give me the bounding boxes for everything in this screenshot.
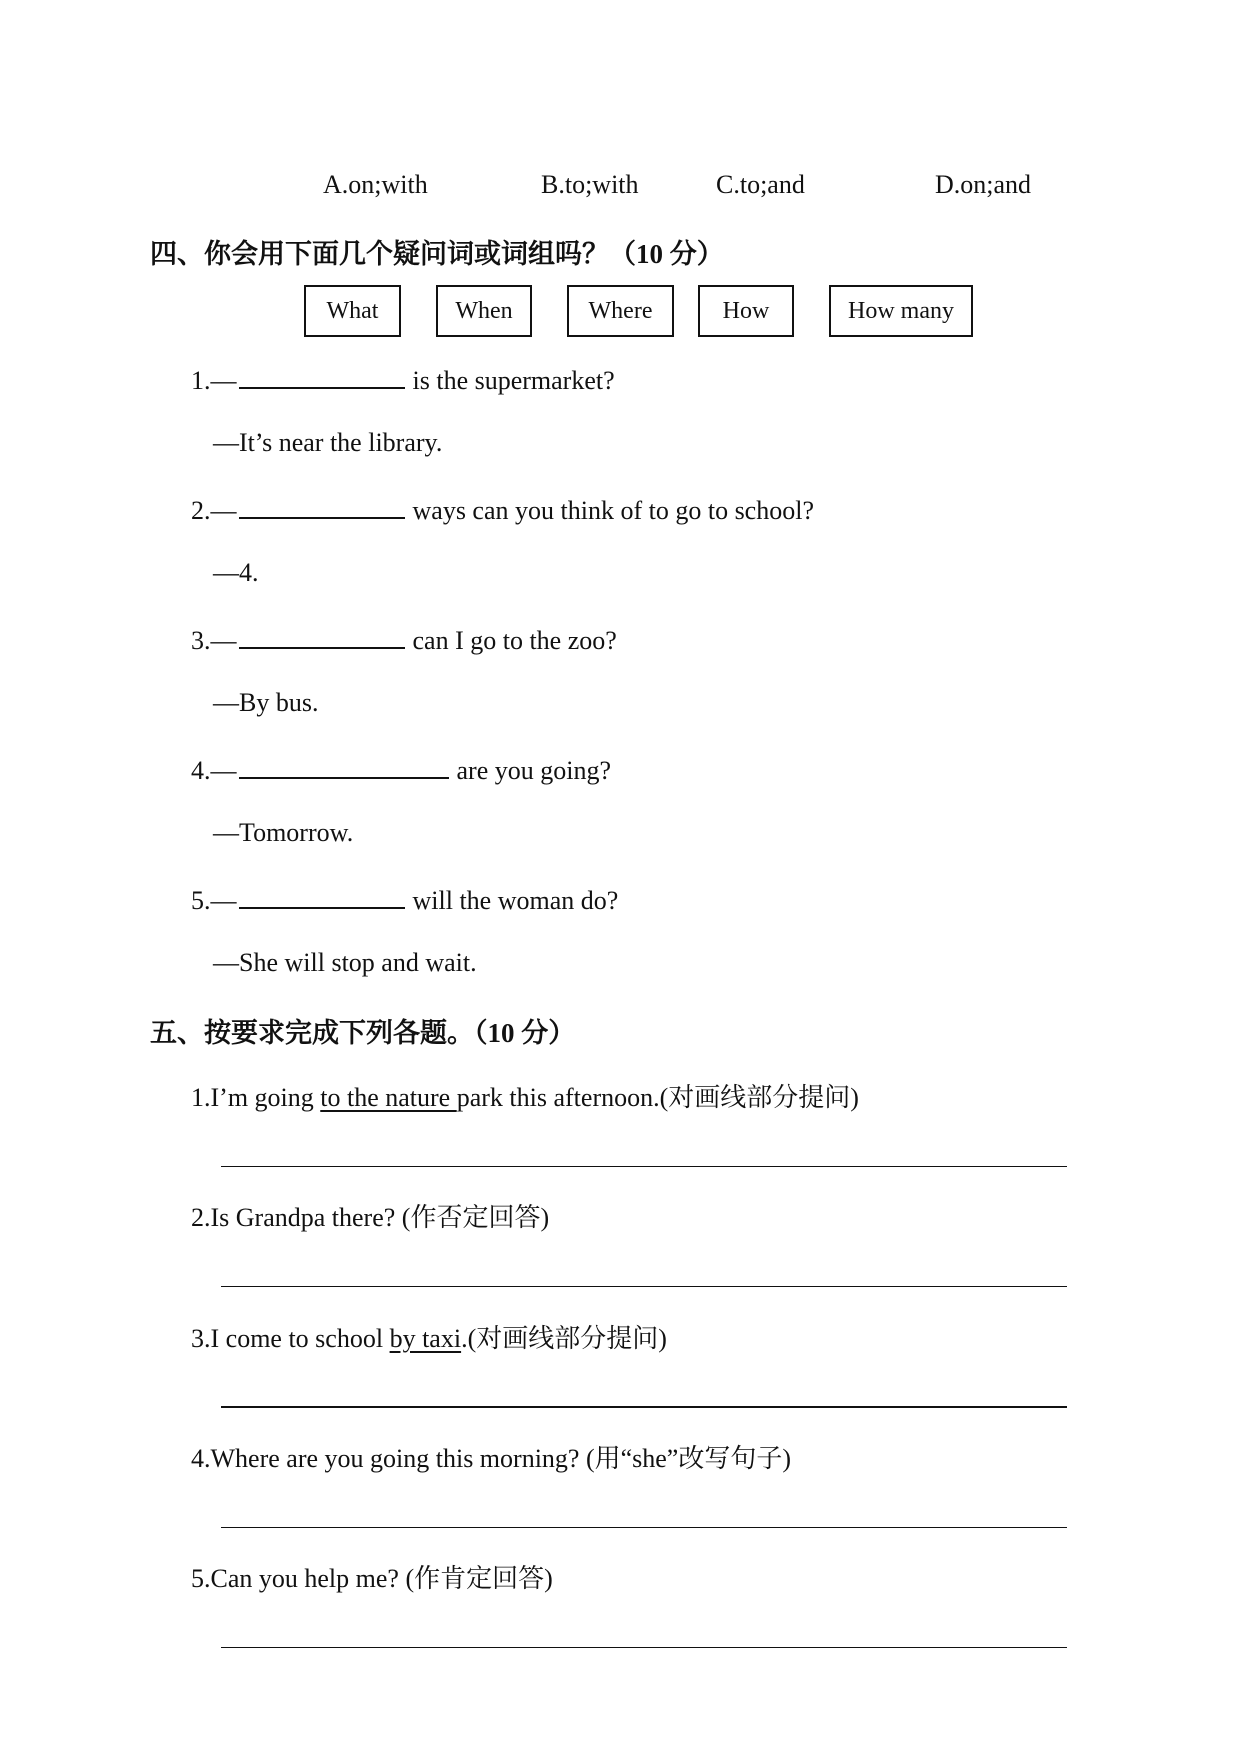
word-box-how-many: How many — [829, 285, 973, 337]
s5-item-text: 5.Can you help me? (作肯定回答) — [191, 1564, 553, 1593]
s5-item-4 — [191, 1438, 791, 1475]
s4-question-text: are you going? — [456, 756, 612, 785]
word-box-what: What — [304, 285, 401, 337]
word-box-how: How — [698, 285, 794, 337]
s5-item-5 — [191, 1558, 553, 1595]
s4-question-number: 5.— — [191, 886, 237, 915]
s4-answer-3: —By bus. — [213, 688, 319, 717]
answer-blank[interactable] — [239, 753, 449, 779]
answer-blank[interactable] — [239, 493, 405, 519]
option-d: D.on;and — [935, 170, 1032, 199]
option-b: B.to;with — [541, 170, 639, 199]
s5-answer-line-3[interactable] — [221, 1406, 1067, 1408]
option-c: C.to;and — [716, 170, 805, 199]
s5-item-underlined: to the nature — [320, 1083, 457, 1112]
section4-heading: 四、你会用下面几个疑问词或词组吗？（10 分） — [150, 239, 724, 269]
s5-item-text: 4.Where are you going this morning? (用“she”改写句子) — [191, 1444, 792, 1473]
section5-heading: 五、按要求完成下列各题。（10 分） — [150, 1018, 576, 1048]
s5-item-2 — [191, 1197, 549, 1234]
s4-question-number: 3.— — [191, 626, 237, 655]
s5-item-text-after: .(对画线部分提问) — [461, 1324, 667, 1353]
s5-item-1 — [191, 1077, 859, 1114]
s5-item-text: 2.Is Grandpa there? (作否定回答) — [191, 1203, 550, 1232]
word-box-where: Where — [567, 285, 674, 337]
s4-question-1 — [191, 363, 615, 396]
word-box-when: When — [436, 285, 532, 337]
answer-blank[interactable] — [239, 623, 405, 649]
s4-question-text: ways can you think of to go to school? — [412, 496, 814, 525]
s5-item-text: 1.I’m going — [191, 1083, 321, 1112]
s4-question-5 — [191, 883, 618, 916]
s4-question-number: 4.— — [191, 756, 237, 785]
s5-answer-line-4[interactable] — [221, 1527, 1067, 1528]
option-a: A.on;with — [323, 170, 428, 199]
s4-question-text: can I go to the zoo? — [412, 626, 617, 655]
s4-question-text: is the supermarket? — [412, 366, 615, 395]
s4-answer-2: —4. — [213, 558, 259, 587]
s4-answer-4: —Tomorrow. — [213, 818, 354, 847]
answer-blank[interactable] — [239, 883, 405, 909]
s5-item-underlined: by taxi — [389, 1324, 462, 1353]
s5-answer-line-5[interactable] — [221, 1647, 1067, 1648]
s5-item-text-after: park this afternoon.(对画线部分提问) — [456, 1083, 859, 1112]
s5-answer-line-1[interactable] — [221, 1166, 1067, 1167]
s4-question-3 — [191, 623, 617, 656]
s4-question-text: will the woman do? — [412, 886, 619, 915]
s4-question-number: 2.— — [191, 496, 237, 525]
s5-answer-line-2[interactable] — [221, 1286, 1067, 1287]
s4-question-4 — [191, 753, 611, 786]
s4-answer-1: —It’s near the library. — [213, 428, 443, 457]
s4-answer-5: —She will stop and wait. — [213, 948, 477, 977]
answer-blank[interactable] — [239, 363, 405, 389]
s4-question-2 — [191, 493, 814, 526]
s5-item-3 — [191, 1318, 667, 1355]
s5-item-text: 3.I come to school — [191, 1324, 390, 1353]
s4-question-number: 1.— — [191, 366, 237, 395]
